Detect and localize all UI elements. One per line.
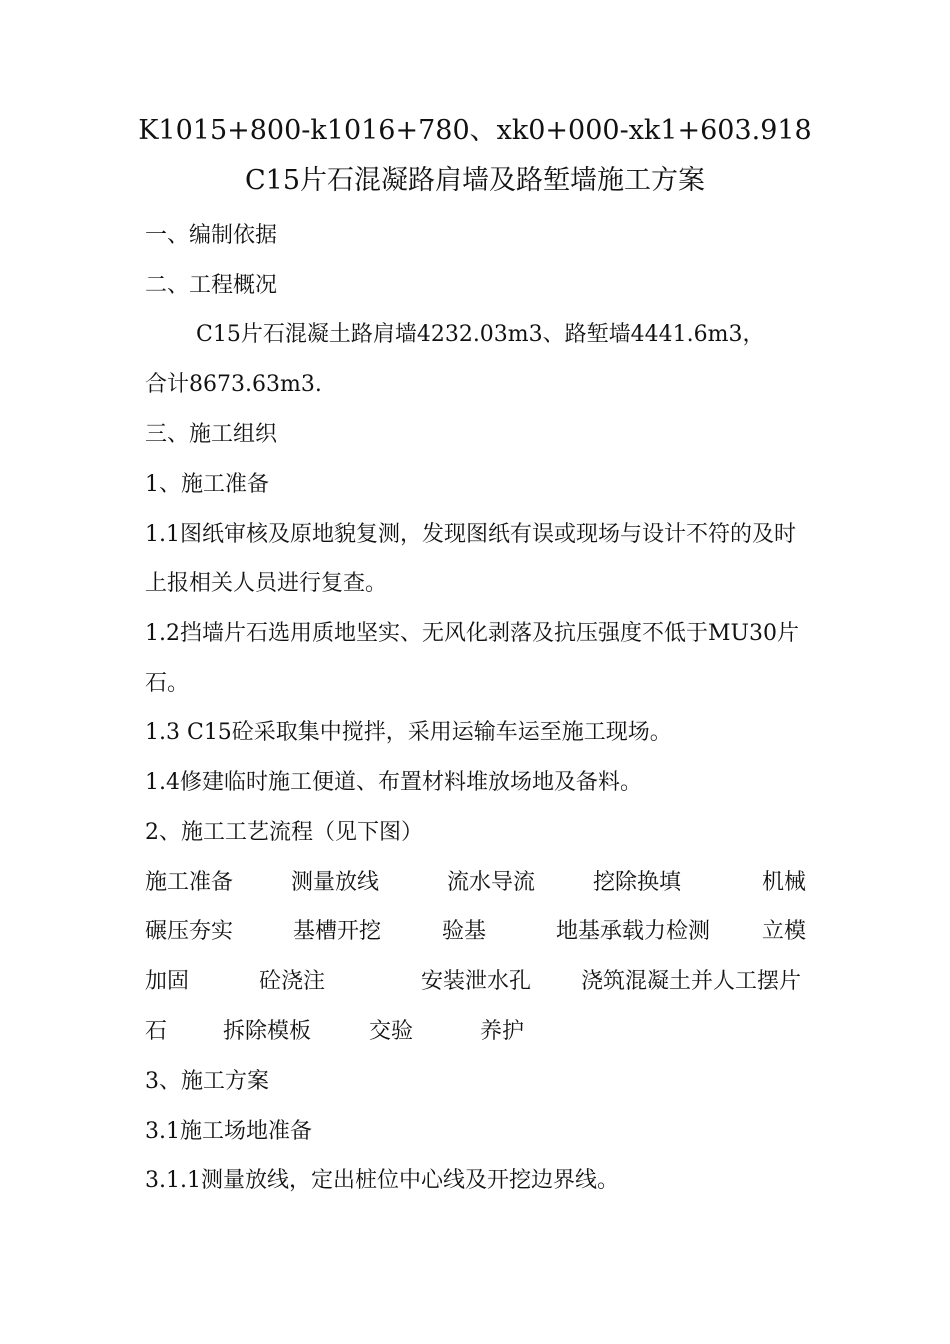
document-title-line-2: C15片石混凝路肩墙及路堑墙施工方案: [244, 165, 705, 196]
flow-step: 加固: [145, 969, 190, 994]
item-1-1-line-2: 上报相关人员进行复查。: [145, 571, 388, 596]
subsection-heading-process-flow: 2、施工工艺流程（见下图）: [145, 820, 423, 845]
item-3-1: 3.1施工场地准备: [145, 1119, 312, 1144]
overview-paragraph-line-2: 合计8673.63m3.: [145, 372, 322, 397]
section-heading-basis: 一、编制依据: [145, 223, 278, 248]
overview-paragraph-line-1: C15片石混凝土路肩墙4232.03m3、路堑墙4441.6m3，: [196, 322, 765, 347]
flow-step: 拆除模板: [223, 1019, 312, 1044]
flow-step: 浇筑混凝土并人工摆片: [581, 969, 802, 994]
item-1-2-line-2: 石。: [145, 671, 190, 696]
flow-step: 机械: [762, 870, 807, 895]
flow-step: 验基: [442, 919, 487, 944]
item-1-2-line-1: 1.2挡墙片石选用质地坚实、无风化剥落及抗压强度不低于MU30片: [145, 621, 800, 646]
flow-step: 流水导流: [447, 870, 536, 895]
flow-step: 基槽开挖: [293, 919, 382, 944]
document-title-line-1: K1015+800-k1016+780、xk0+000-xk1+603.918: [138, 115, 812, 146]
item-1-1-line-1: 1.1图纸审核及原地貌复测，发现图纸有误或现场与设计不符的及时: [145, 522, 796, 547]
item-3-1-1: 3.1.1测量放线，定出桩位中心线及开挖边界线。: [145, 1168, 619, 1193]
section-heading-organization: 三、施工组织: [145, 422, 278, 447]
subsection-heading-preparation: 1、施工准备: [145, 472, 269, 497]
flow-step: 地基承载力检测: [556, 919, 711, 944]
process-flow-row-4: [145, 1017, 810, 1047]
process-flow-row-3: [145, 967, 810, 997]
item-1-4: 1.4修建临时施工便道、布置材料堆放场地及备料。: [145, 770, 642, 795]
flow-step: 安装泄水孔: [421, 969, 532, 994]
item-1-3: 1.3 C15砼采取集中搅拌，采用运输车运至施工现场。: [145, 720, 672, 745]
flow-step: 交验: [369, 1019, 414, 1044]
flow-step: 测量放线: [291, 870, 380, 895]
process-flow-row-1: [145, 868, 810, 898]
flow-step: 养护: [480, 1019, 525, 1044]
subsection-heading-plan: 3、施工方案: [145, 1069, 269, 1094]
process-flow-row-2: [145, 917, 810, 947]
flow-step: 石: [145, 1019, 168, 1044]
flow-step: 立模: [762, 919, 807, 944]
flow-step: 施工准备: [145, 870, 234, 895]
section-heading-overview: 二、工程概况: [145, 273, 278, 298]
flow-step: 挖除换填: [593, 870, 682, 895]
flow-step: 砼浇注: [259, 969, 326, 994]
flow-step: 碾压夯实: [145, 919, 234, 944]
